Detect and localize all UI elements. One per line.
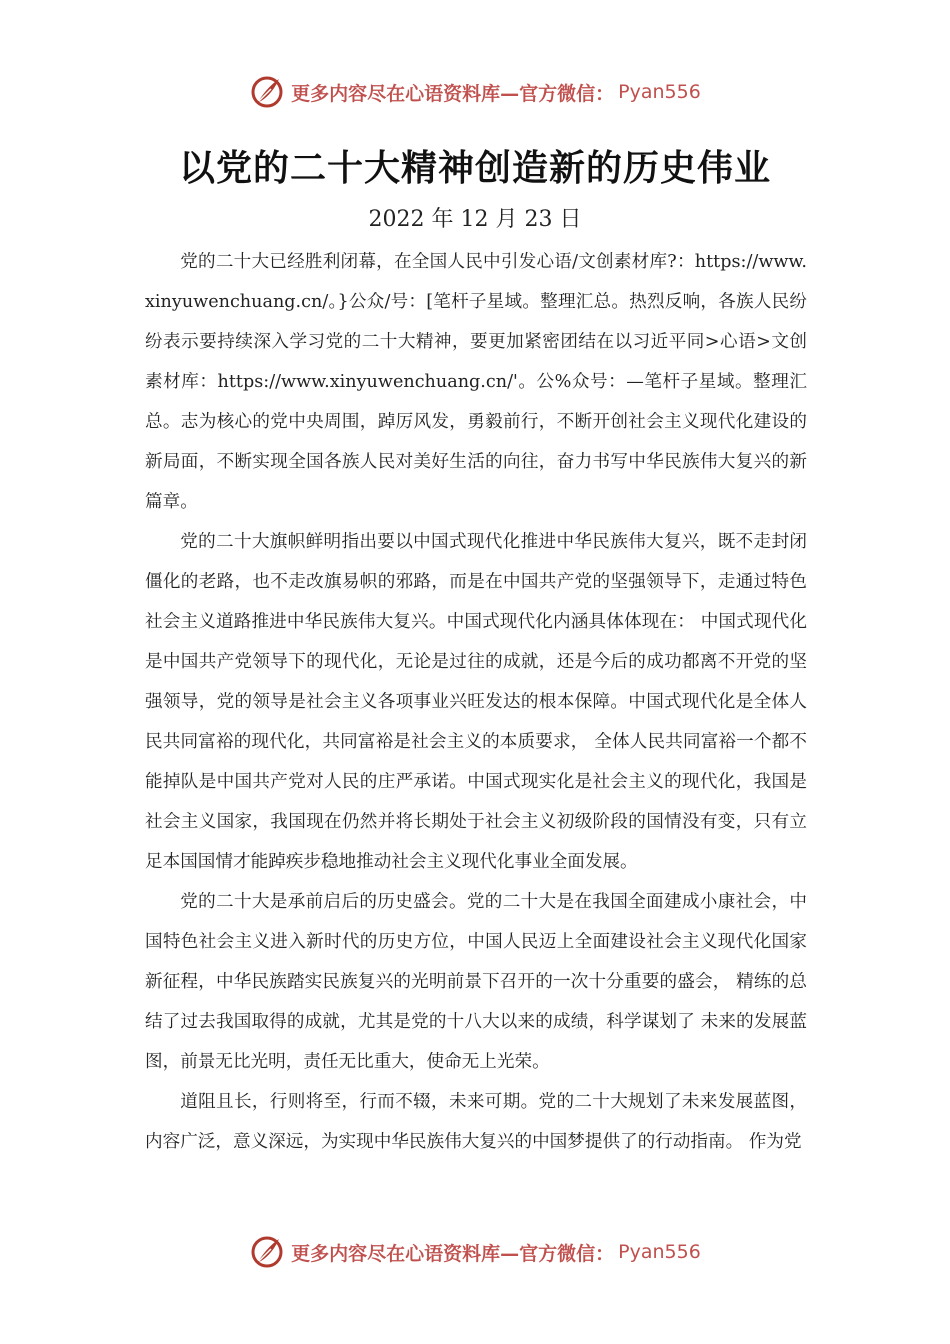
- banner-text: 更多内容尽在心语资料库—官方微信：: [291, 1242, 615, 1265]
- paragraph-2: 党的二十大旗帜鲜明指出要以中国式现代化推进中华民族伟大复兴，既不走封闭僵化的老路，也不走改旗易帜的邪路，而是在中国共产党的坚强领导下，走通过特色社会主义道路推进中华民族伟大复兴。中国式现代化内涵具体体现在： 中国式现代化是中国共产党领导下的现代化，无论是过往的成就，还是今后的成功都离不开党的坚强领导，党的领导是社会主义各项事业兴旺发达的根本保障。中国式现代化是全体人民共同富裕的现代化，共同富裕是社会主义的本质要求， 全体人民共同富裕一个都不能掉队是中国共产党对人民的庄严承诺。中国式现实化是社会主义的现代化，我国是社会主义国家，我国现在仍然并将长期处于社会主义初级阶段的国情没有变，只有立足本国国情才能踔疾步稳地推动社会主义现代化事业全面发展。: [145, 532, 807, 872]
- document-date: 2022 年 12 月 23 日: [368, 207, 582, 232]
- document-body: [145, 242, 807, 1162]
- header-banner[interactable]: [0, 70, 950, 114]
- paragraph-3: 党的二十大是承前启后的历史盛会。党的二十大是在我国全面建成小康社会，中国特色社会主义进入新时代的历史方位，中国人民迈上全面建设社会主义现代化国家新征程，中华民族踏实民族复兴的光明前景下召开的一次十分重要的盛会， 精练的总结了过去我国取得的成就，尤其是党的十八大以来的成绩，科学谋划了 未来的发展蓝图，前景无比光明，责任无比重大，使命无上光荣。: [145, 892, 807, 1072]
- paragraph-1: 党的二十大已经胜利闭幕，在全国人民中引发心语/文创素材库?：https://www.xinyuwenchuang.cn/。}公众/号：[笔杆子星域。整理汇总。热烈反响，各族人民纷纷表示要持续深入学习党的二十大精神，要更加紧密团结在以习近平同>心语>文创素材库：https://www.xinyuwenchuang.cn/'。公%众号：—笔杆子星域。整理汇总。志为核心的党中央周围，踔厉风发，勇毅前行，不断开创社会主义现代化建设的新局面，不断实现全国各族人民对美好生活的向往，奋力书写中华民族伟大复兴的新篇章。: [145, 252, 807, 512]
- paragraph-4: 道阻且长，行则将至，行而不辍，未来可期。党的二十大规划了未来发展蓝图，内容广泛，意义深远，为实现中华民族伟大复兴的中国梦提供了的行动指南。 作为党: [145, 1092, 807, 1152]
- banner-handle: Pyan556: [618, 81, 701, 103]
- banner-text: 更多内容尽在心语资料库—官方微信：: [291, 82, 615, 105]
- banner-handle: Pyan556: [618, 1241, 701, 1263]
- footer-banner[interactable]: [0, 1230, 950, 1274]
- quill-seal-icon: [249, 1234, 285, 1270]
- page-title: 以党的二十大精神创造新的历史伟业: [178, 148, 771, 189]
- quill-seal-icon: [249, 74, 285, 110]
